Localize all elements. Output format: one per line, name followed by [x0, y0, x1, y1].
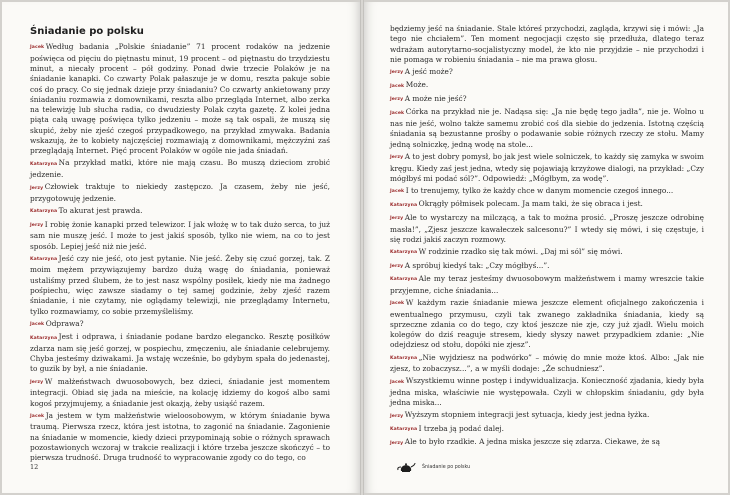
dialogue-paragraph: [390, 274, 704, 296]
dialogue-paragraph: [390, 261, 704, 273]
dialogue-paragraph: [30, 42, 330, 157]
dialogue-paragraph: [390, 353, 704, 375]
paragraph-text: „Nie wyjdziesz na podwórko” – mówię do mnie może ktoś. Albo: „Jak nie zjesz, to zobaczysz...”, a w myśli dodaje: „Że schudniesz”.: [390, 352, 704, 374]
paragraph-text: Ja jestem w tym małżeństwie wieloosobowym, w którym śniadanie bywa traumą. Pierwsza rzecz, która jest istotna, to zagonić na śniadanie. Zagonienie na śniadanie w momencie, kiedy dzieci przypominają sobie o różnych sprawach pozostawionych wczoraj w trakcie realizacji i które trzeba jeszcze skończyć – to pierwsza trudność. Druga trudność to wypracowanie zgody co do tego, co: [30, 410, 330, 463]
dialogue-paragraph: [390, 67, 704, 79]
dialogue-paragraph: [30, 254, 330, 317]
chapter-title: Śniadanie po polsku: [30, 26, 144, 37]
dialogue-paragraph: [390, 247, 704, 259]
speaker-name: Katarzyna: [390, 277, 418, 283]
paragraph-text: A może nie jeść?: [404, 93, 467, 103]
dialogue-paragraph: [390, 152, 704, 184]
paragraph-text: W każdym razie śniadanie miewa jeszcze element oficjalnego zakończenia i ewentualnego przymusu, czyli tak zwanego zakładnika śniadania, kiedy są sprzeczne zdania co do tego, czy ktoś jeszcze nie zje, czy już zjadł. Wielu moich kolegów do dziś reaguje stresem, kiedy słyszy nawet przypadkiem zdanie: „Nie odejdziesz od stołu, dopóki nie zjesz”.: [390, 297, 704, 350]
paragraph-text: I to trenujemy, tylko że każdy chce w danym momencie czegoś innego...: [405, 185, 674, 195]
paragraph-text: będziemy jeść na śniadanie. Stale któreś przychodzi, zagląda, krzywi się i mówi: „Ja tego nie chciałem”. Ten moment negocjacji często się przedłuża, dlatego teraz wdrażam autorytarno-socjalistyczny model, że kto nie przyjdzie – nie przychodzi i nie pomaga w robieniu śniadania – nie ma prawa głosu.: [390, 24, 704, 64]
speaker-name: Katarzyna: [30, 335, 58, 341]
speaker-name: Jerzy: [390, 413, 404, 419]
speaker-name: Jacek: [390, 110, 405, 116]
paragraph-text: To akurat jest prawda.: [58, 206, 143, 216]
speaker-name: Jacek: [30, 322, 45, 328]
running-footer-title: Śniadanie po polsku: [422, 465, 471, 470]
dialogue-paragraph: [390, 94, 704, 106]
right-page: [364, 2, 728, 493]
dialogue-paragraph: [30, 220, 330, 252]
speaker-name: Jacek: [390, 189, 405, 195]
speaker-name: Katarzyna: [30, 161, 58, 167]
speaker-name: Katarzyna: [390, 202, 418, 208]
dialogue-paragraph: [390, 24, 704, 65]
paragraph-text: Odprawa?: [45, 318, 84, 328]
paragraph-text: Ale my teraz jesteśmy dwuosobowym małżeństwem i mamy wreszcie takie przyjemne, ciche śniadania...: [390, 274, 704, 295]
paragraph-text: W rodzinie rzadko się tak mówi. „Daj mi sól” się mówi.: [418, 247, 623, 257]
speaker-name: Katarzyna: [390, 250, 418, 256]
paragraph-text: W małżeństwach dwuosobowych, bez dzieci, śniadanie jest momentem integracji. Obiad się jada na mieście, na kolację idziemy do kogoś albo sami kogoś przyjmujemy, a śniadanie jest okazją, żeby usiąść razem.: [30, 376, 330, 408]
running-footer: [396, 458, 470, 477]
dialogue-paragraph: [30, 158, 330, 180]
dialogue-paragraph: [30, 411, 330, 464]
speaker-name: Jerzy: [390, 440, 404, 446]
speaker-name: Jerzy: [390, 97, 404, 103]
dialogue-paragraph: [390, 186, 704, 198]
paragraph-text: Ale to wystarczy na milczącą, a tak to można prosić. „Proszę jeszcze odrobinę masła!”, „Zjesz jeszcze kawałeczek salcesonu?” I wtedy się mówi, i się częstuje, i się rodzi jakiś zaczyn rozmowy.: [390, 212, 704, 244]
dialogue-paragraph: [390, 199, 704, 211]
paragraph-text: I trzeba ją podać dalej.: [418, 423, 505, 433]
speaker-name: Jerzy: [390, 70, 404, 76]
dialogue-paragraph: [390, 80, 704, 92]
speaker-name: Jerzy: [390, 263, 404, 269]
speaker-name: Katarzyna: [30, 257, 58, 263]
speaker-name: Jacek: [390, 83, 405, 89]
dialogue-paragraph: [390, 376, 704, 408]
dialogue-paragraph: [390, 424, 704, 436]
dialogue-paragraph: [390, 213, 704, 245]
dialogue-paragraph: [30, 377, 330, 409]
speaker-name: Jacek: [30, 414, 45, 420]
dialogue-paragraph: [390, 298, 704, 351]
speaker-name: Jacek: [30, 45, 45, 51]
paragraph-text: Okrągły półmisek polecam. Ja mam taki, że się obraca i jest.: [418, 199, 643, 209]
paragraph-text: A spróbuj kiedyś tak: „Czy mógłbyś...”.: [404, 260, 550, 270]
speaker-name: Katarzyna: [390, 427, 418, 433]
dialogue-paragraph: [390, 410, 704, 422]
speaker-name: Katarzyna: [30, 209, 58, 215]
paragraph-text: Jeść czy nie jeść, oto jest pytanie. Nie jeść. Żeby się czuć gorzej, tak. Z moim mężem przywiązujemy bardzo dużą wagę do śniadania, ponieważ ustaliśmy przed ślubem, że to jest nasz wspólny posiłek, kiedy nie ma żadnego pośpiechu, więc zawsze siadamy o tej samej godzinie, żeby zjeść razem śniadanie, i nie czytamy, nie oglądamy telewizji, nie przeglądamy Internetu, tylko rozmawiamy, co sobie przemyśleliśmy.: [30, 253, 330, 316]
left-page: [2, 2, 360, 493]
speaker-name: Jerzy: [390, 216, 404, 222]
dialogue-paragraph: [30, 206, 330, 218]
right-text-block: [390, 24, 704, 451]
speaker-name: Katarzyna: [390, 355, 418, 361]
speaker-name: Jacek: [390, 379, 405, 385]
page-number: 12: [30, 463, 39, 471]
paragraph-text: A jeść może?: [404, 66, 453, 76]
paragraph-text: Według badania „Polskie śniadanie” 71 procent rodaków na jedzenie poświęca od pięciu do piętnastu minut, 19 procent – od piętnastu do trzydziestu minut, a niecały procent – pół godziny. Ponad dwie trzecie Polaków je na śniadanie kanapki. Co czwarty Polak pałaszuje je w domu, reszta pakuje sobie coś do pracy. Co się jednak dzieje przy śniadaniu? Co czwarty ankietowany przy śniadaniu rozmawia z domownikami, reszta albo przegląda Internet, albo zerka na telewizję lub słucha radia, co dwudziesty Polak czyta gazetę. Z kolei jedna piąta całą uwagę poświęca tylko jedzeniu – może są tak ospali, że muszą się skupić, żeby nie zjeść czegoś przypadkowego, na przykład zmywaka. Badania wskazują, że to kobiety najczęściej rozmawiają z domownikami, mężczyźni zaś przeglądają Internet. Pięć procent Polaków w ogóle nie jada śniadań.: [30, 42, 330, 156]
left-text-block: [30, 42, 330, 465]
paragraph-text: Wszystkiemu winne postęp i indywidualizacja. Konieczność zjadania, kiedy była jedna miska, właściwie nie występowała. Czyli w chłopskim śniadaniu, gdy była jedna miska...: [390, 376, 704, 408]
paragraph-text: Wyższym stopniem integracji jest sytuacja, kiedy jest jedna łyżka.: [404, 410, 650, 420]
paragraph-text: Jest i odprawa, i śniadanie podane bardzo elegancko. Resztę posiłków zdarza nam się jeść gorzej, w pospiechu, zmęczeniu, ale śniadanie celebrujemy. Chyba jesteśmy dziwakami. Ja wstaję wcześnie, bo gdybym spała do jedenastej, to guzik by był, a nie śniadanie.: [30, 332, 330, 374]
paragraph-text: Na przykład matki, które nie mają czasu. Bo muszą dzieciom zrobić jedzenie.: [30, 158, 330, 180]
paragraph-text: I robię żonie kanapki przed telewizor. I jak włożę w to tak dużo serca, to już sam nie muszę jeść. I może to jest jakiś sposób, tylko nie wiem, na co to jest sposób. Lepiej jeść niż nie jeść.: [30, 219, 330, 251]
speaker-name: Jerzy: [30, 222, 44, 228]
paragraph-text: A to jest dobry pomysł, bo jak jest wiele solniczek, to każdy się zamyka w swoim kręgu. Kiedy zaś jest jedna, wtedy się pojawiają krzyżowe dialogi, na przykład: „Czy mógłbyś mi podać sól?”. Odpowiedź: „Mógłbym, za wodę”.: [390, 151, 704, 183]
speaker-name: Jerzy: [30, 185, 44, 191]
paragraph-text: Ale to było rzadkie. A jedna miska jeszcze się zdarza. Ciekawe, że są: [404, 437, 660, 447]
dialogue-paragraph: [30, 319, 330, 331]
dialogue-paragraph: [30, 332, 330, 375]
speaker-name: Jerzy: [30, 379, 44, 385]
dialogue-paragraph: [30, 182, 330, 204]
dialogue-paragraph: [390, 437, 704, 449]
paragraph-text: Może.: [405, 80, 429, 90]
paragraph-text: Człowiek traktuje to niekiedy zastępczo. Ja czasem, żeby nie jeść, przygotowuję jedzenie.: [30, 182, 330, 203]
teapot-icon: [396, 458, 416, 477]
dialogue-paragraph: [390, 107, 704, 150]
speaker-name: Jerzy: [390, 155, 404, 161]
speaker-name: Jacek: [390, 301, 405, 307]
paragraph-text: Córka na przykład nie je. Nadąsa się: „Ja nie będę tego jadła”, nie je. Wolno u nas nie jeść, wolno także samemu zrobić coś dla siebie do jedzenia. Istotną częścią śniadania są bezustanne prośby o podawanie sobie różnych rzeczy ze stołu. Mamy jedną solniczkę, jedną wodę na stole...: [390, 107, 704, 149]
